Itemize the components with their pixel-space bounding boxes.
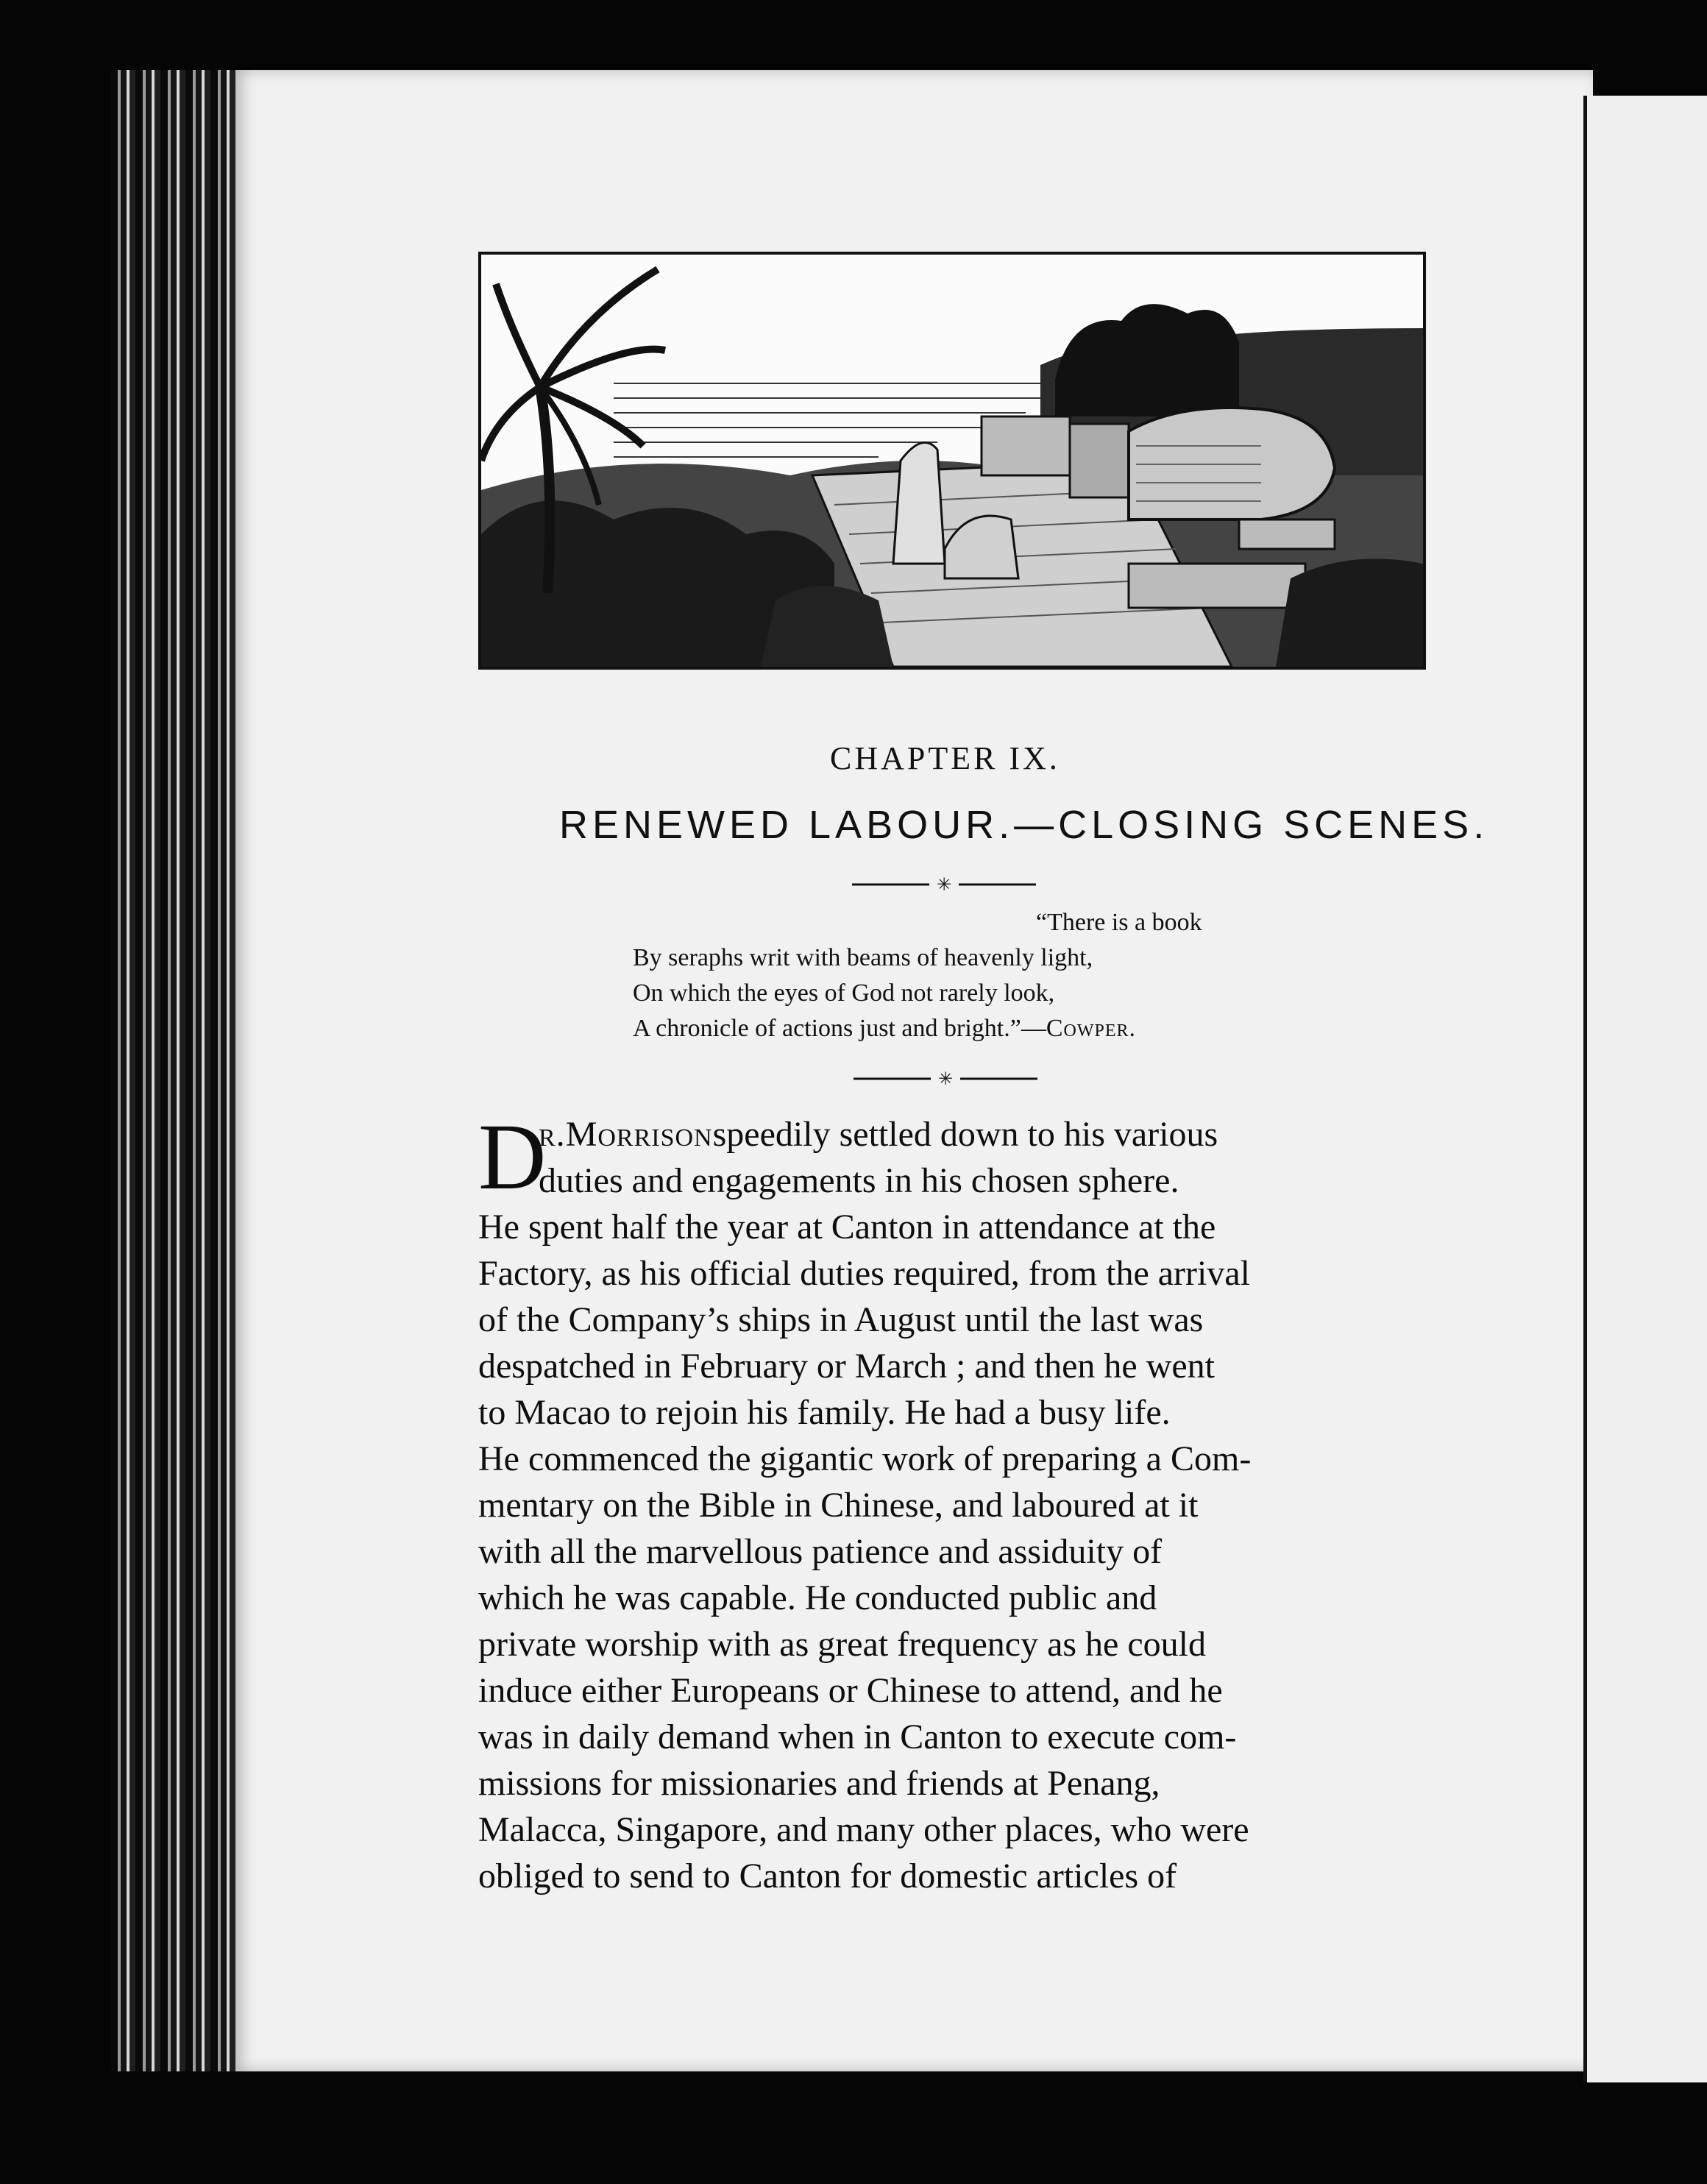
- svg-text:✳: ✳: [937, 1071, 954, 1086]
- text-line: which he was capable. He conducted public and: [478, 1578, 1157, 1617]
- epigraph-line: A chronicle of actions just and bright.”—Cowper.: [633, 1015, 1137, 1042]
- text-line: private worship with as great frequency as he could: [478, 1625, 1206, 1664]
- text-line: to Macao to rejoin his family. He had a busy life.: [478, 1393, 1171, 1432]
- text-line: missions for missionaries and friends at Penang,: [478, 1764, 1160, 1803]
- facing-page-edge: [1583, 96, 1707, 2082]
- text-line: r. Morrison speedily settled down to his various: [478, 1111, 1419, 1157]
- svg-text:✳: ✳: [936, 877, 952, 892]
- text-line: of the Company’s ships in August until the last was: [478, 1300, 1204, 1339]
- text-line: induce either Europeans or Chinese to attend, and he: [478, 1671, 1223, 1710]
- epigraph: [633, 905, 1339, 1046]
- ornament-divider-bottom: [854, 1071, 1037, 1086]
- drop-cap: D: [478, 1105, 547, 1209]
- name-morrison: Morrison: [565, 1115, 713, 1154]
- text-line: with all the marvellous patience and assiduity of: [478, 1532, 1163, 1571]
- text-line: Factory, as his official duties required, from the arrival: [478, 1254, 1250, 1293]
- epigraph-author: Cowper.: [1046, 1015, 1137, 1042]
- text-line: mentary on the Bible in Chinese, and laboured at it: [478, 1486, 1199, 1525]
- chapter-title: RENEWED LABOUR.—CLOSING SCENES.: [559, 803, 1489, 847]
- epigraph-line: By seraphs writ with beams of heavenly light,: [633, 944, 1093, 971]
- text-line: He commenced the gigantic work of preparing a Com-: [478, 1439, 1252, 1478]
- chapter-number: CHAPTER IX.: [830, 740, 1060, 776]
- epigraph-line: On which the eyes of God not rarely look,: [633, 979, 1055, 1007]
- chapter-illustration: [478, 252, 1426, 670]
- text-line: was in daily demand when in Canton to execute com-: [478, 1717, 1237, 1756]
- text-line: Malacca, Singapore, and many other places, who were: [478, 1810, 1249, 1849]
- text-line: duties and engagements in his chosen sphere.: [539, 1161, 1179, 1200]
- text-line: obliged to send to Canton for domestic articles of: [478, 1857, 1177, 1896]
- body-text: [478, 1105, 1419, 1899]
- epigraph-line: “There is a book: [1036, 909, 1202, 936]
- text-line: despatched in February or March ; and then he went: [478, 1347, 1215, 1386]
- text-line: He spent half the year at Canton in attendance at the: [478, 1208, 1216, 1247]
- ornament-divider-top: [852, 877, 1036, 892]
